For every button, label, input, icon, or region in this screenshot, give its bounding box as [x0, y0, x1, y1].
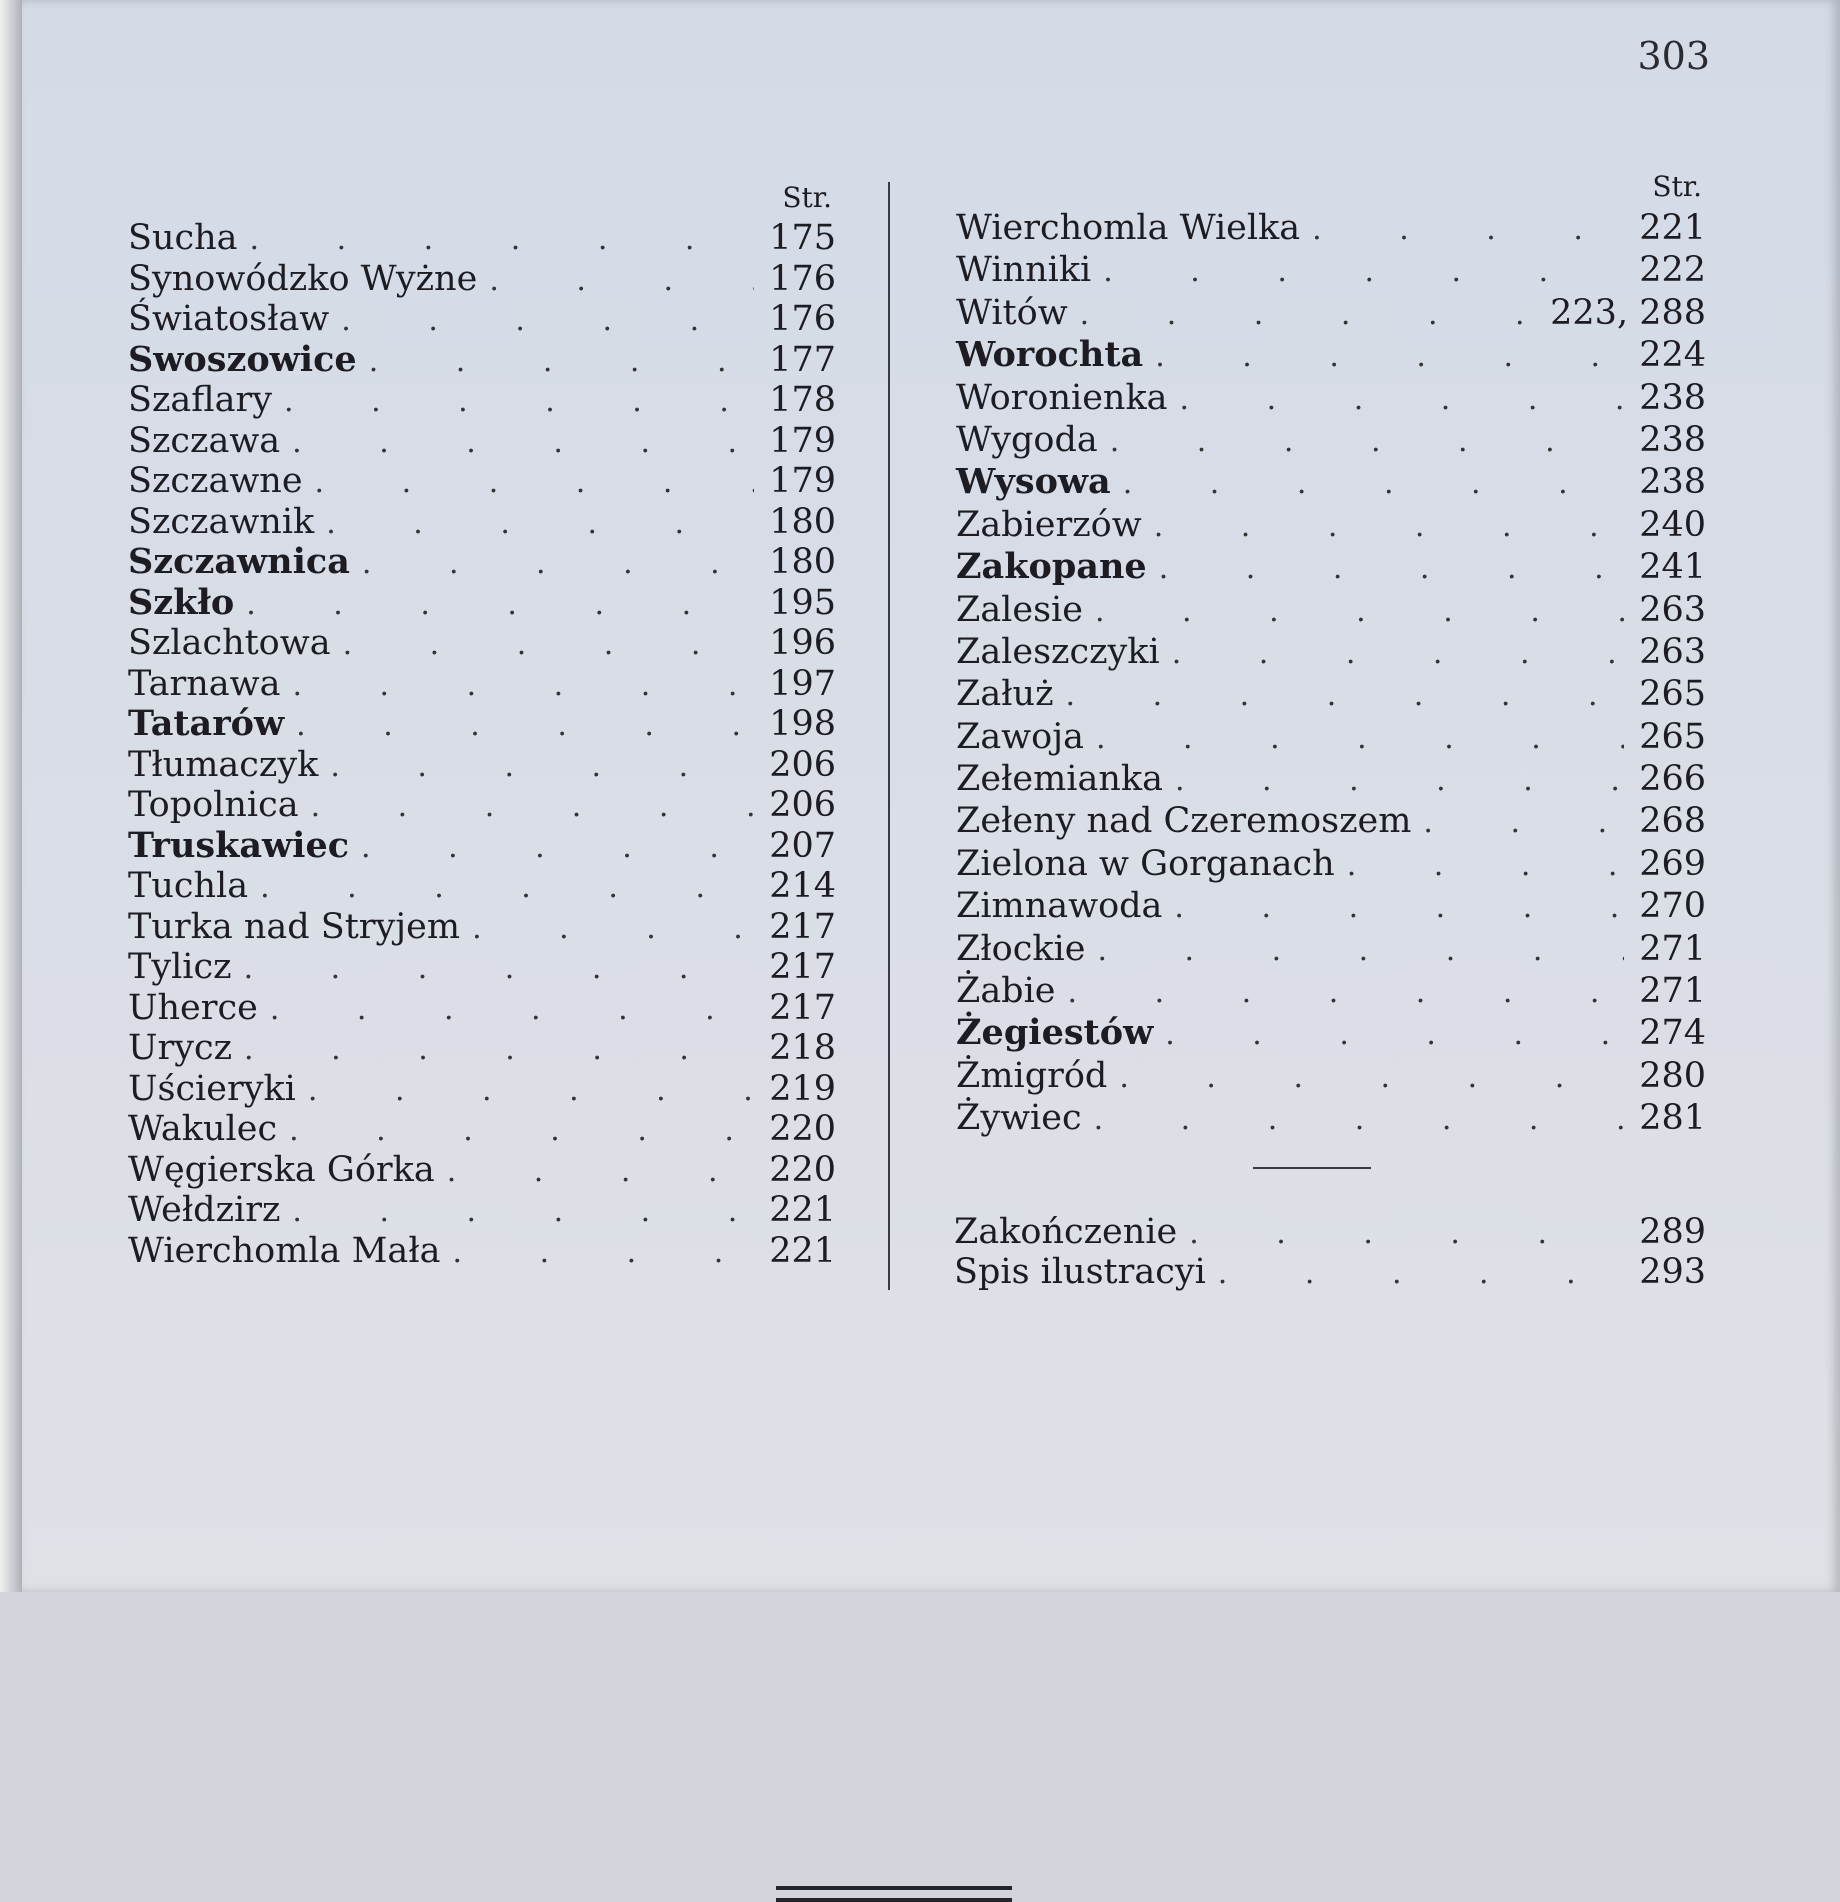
dot-leader	[1103, 251, 1624, 293]
entry-page-number: 176	[769, 299, 836, 339]
entry-page-number: 265	[1639, 674, 1706, 715]
dot-leader	[315, 463, 754, 504]
index-entry	[128, 502, 836, 543]
entry-page-number: 197	[769, 663, 836, 704]
page-number: 303	[1637, 34, 1710, 78]
dot-leader	[1110, 421, 1624, 463]
index-entry	[128, 1109, 836, 1150]
entry-page-number: 263	[1639, 589, 1706, 630]
dot-leader	[1218, 1254, 1624, 1294]
entry-name: Załuż	[956, 674, 1054, 715]
entry-page-number: 176	[769, 258, 836, 299]
index-entry	[954, 1212, 1706, 1252]
index-entry	[956, 673, 1706, 715]
entry-name: Szczawnica	[128, 541, 350, 582]
index-entry	[956, 504, 1706, 546]
index-entry	[128, 1231, 836, 1272]
entry-name: Zaleszczyki	[956, 631, 1160, 672]
dot-leader	[1095, 591, 1624, 633]
dot-leader	[246, 585, 754, 626]
dot-leader	[369, 342, 754, 383]
dot-leader	[308, 1071, 754, 1112]
entry-name: Wysowa	[956, 461, 1111, 503]
entry-page-number: 175	[769, 218, 836, 258]
entry-page-number: 206	[769, 785, 836, 825]
section-rule	[1253, 1167, 1371, 1169]
entry-name: Tłumaczyk	[128, 744, 319, 785]
entry-name: Węgierska Górka	[128, 1149, 435, 1190]
dot-leader	[1123, 463, 1624, 505]
dot-leader	[1423, 802, 1624, 844]
book-spine	[0, 0, 22, 1592]
entry-name: Wygoda	[956, 419, 1098, 460]
entry-page-number: 223, 288	[1550, 292, 1706, 333]
index-entry	[956, 631, 1706, 673]
index-entry	[956, 928, 1706, 970]
dot-leader	[1097, 930, 1624, 972]
entry-name: Tylicz	[128, 947, 232, 987]
entry-name: Zakopane	[956, 546, 1147, 588]
entry-name: Uścieryki	[128, 1068, 296, 1109]
dot-leader	[296, 706, 754, 747]
index-entry	[128, 340, 836, 381]
entry-page-number: 271	[1639, 928, 1706, 969]
entry-name: Szkło	[128, 581, 235, 623]
page-column-header: Str.	[782, 181, 832, 214]
entry-page-number: 289	[1639, 1212, 1706, 1252]
index-entry	[128, 299, 836, 340]
dot-leader	[311, 787, 754, 828]
dot-leader	[343, 625, 754, 666]
entry-name: Zawoja	[956, 716, 1084, 757]
dot-leader	[1189, 1214, 1624, 1254]
entry-page-number: 217	[769, 987, 836, 1028]
entry-page-number: 217	[769, 906, 836, 947]
index-entry	[956, 589, 1706, 631]
entry-name: Szaflary	[128, 380, 272, 420]
entry-page-number: 280	[1639, 1055, 1706, 1096]
entry-name: Zełemianka	[956, 759, 1163, 800]
dot-leader	[472, 909, 754, 950]
entry-name: Szczawnik	[128, 501, 315, 542]
entry-page-number: 221	[769, 1190, 836, 1230]
entry-name: Woronienka	[956, 377, 1168, 418]
entry-page-number: 179	[769, 461, 836, 501]
dot-leader	[292, 423, 754, 464]
dot-leader	[326, 504, 754, 545]
entry-page-number: 214	[769, 866, 836, 906]
index-entry	[128, 218, 836, 259]
dot-leader	[453, 1233, 754, 1274]
entry-page-number: 180	[769, 542, 836, 582]
dot-leader	[244, 1030, 754, 1071]
dot-leader	[362, 544, 754, 585]
entry-name: Żegiestów	[956, 1012, 1154, 1054]
index-entry-list	[956, 207, 1706, 1140]
index-entry	[956, 1012, 1706, 1054]
index-column-left	[128, 178, 836, 1271]
index-entry	[128, 1190, 836, 1231]
entry-name: Wakulec	[128, 1109, 278, 1149]
index-entry	[956, 334, 1706, 376]
entry-name: Żmigród	[956, 1055, 1108, 1096]
index-entry	[956, 716, 1706, 758]
index-entry	[128, 988, 836, 1029]
entry-name: Żywiec	[956, 1098, 1082, 1139]
entry-page-number: 265	[1639, 716, 1706, 757]
index-entry	[128, 1069, 836, 1110]
index-entry	[956, 1097, 1706, 1139]
entry-page-number: 206	[769, 744, 836, 785]
entry-name: Worochta	[956, 334, 1144, 376]
entry-page-number: 220	[769, 1109, 836, 1149]
entry-page-number: 207	[769, 825, 836, 866]
entry-name: Uherce	[128, 987, 258, 1028]
dot-leader	[447, 1152, 754, 1193]
entry-name: Zimnawoda	[956, 886, 1163, 927]
entry-name: Szczawa	[128, 420, 281, 461]
index-entry	[128, 1150, 836, 1191]
dot-leader	[1312, 209, 1624, 251]
entry-name: Światosław	[128, 299, 330, 339]
entry-page-number: 271	[1639, 971, 1706, 1012]
dot-leader	[244, 949, 754, 990]
entry-name: Turka nad Stryjem	[128, 906, 461, 947]
entry-page-number: 221	[769, 1230, 836, 1271]
entry-name: Swoszowice	[128, 338, 357, 380]
entry-name: Zielona w Gorganach	[956, 843, 1335, 884]
entry-name: Żabie	[956, 971, 1056, 1012]
index-entry	[128, 866, 836, 907]
entry-name: Zakończenie	[954, 1212, 1178, 1252]
entry-name: Spis ilustracyi	[954, 1252, 1206, 1292]
double-rule-top-line	[776, 1886, 1012, 1890]
index-entry	[128, 542, 836, 583]
index-entry	[956, 207, 1706, 249]
entry-page-number: 198	[769, 704, 836, 744]
dot-leader	[250, 220, 754, 261]
entry-page-number: 178	[769, 380, 836, 420]
entry-page-number: 281	[1639, 1098, 1706, 1139]
column-divider	[888, 182, 890, 1290]
index-entry	[128, 907, 836, 948]
entry-page-number: 179	[769, 420, 836, 461]
entry-page-number: 224	[1639, 335, 1706, 376]
dot-leader	[284, 382, 754, 423]
index-entry	[954, 1252, 1706, 1292]
index-entry	[128, 664, 836, 705]
entry-page-number: 219	[769, 1068, 836, 1109]
entry-name: Wierchomla Wielka	[956, 208, 1301, 248]
dot-leader	[1347, 845, 1624, 887]
dot-leader	[1155, 336, 1624, 378]
entry-page-number: 270	[1639, 886, 1706, 927]
index-entry	[956, 800, 1706, 842]
index-entry	[128, 1028, 836, 1069]
entry-name: Wełdzirz	[128, 1190, 281, 1230]
entry-name: Tarnawa	[128, 663, 281, 704]
entry-page-number: 238	[1639, 377, 1706, 418]
index-entry	[956, 1055, 1706, 1097]
dot-leader	[1094, 1099, 1624, 1141]
index-entry	[956, 885, 1706, 927]
index-entry	[956, 249, 1706, 291]
dot-leader	[289, 1111, 754, 1152]
index-column-right	[956, 167, 1706, 1140]
index-entry	[128, 947, 836, 988]
dot-leader	[1096, 718, 1624, 760]
index-entry	[956, 843, 1706, 885]
index-entry	[956, 970, 1706, 1012]
dot-leader	[341, 301, 754, 342]
entry-page-number: 269	[1639, 843, 1706, 884]
entry-name: Truskawiec	[128, 824, 350, 866]
index-entry	[128, 583, 836, 624]
dot-leader	[292, 1192, 754, 1233]
index-entry-list	[128, 218, 836, 1271]
entry-name: Szlachtowa	[128, 623, 331, 663]
entry-page-number: 195	[769, 582, 836, 623]
index-entry	[956, 292, 1706, 334]
entry-name: Tatarów	[128, 703, 285, 744]
entry-page-number: 274	[1639, 1013, 1706, 1054]
dot-leader	[1154, 506, 1624, 548]
entry-name: Zełeny nad Czeremoszem	[956, 801, 1412, 842]
dot-leader	[1068, 972, 1625, 1014]
entry-page-number: 266	[1639, 759, 1706, 800]
dot-leader	[1180, 379, 1624, 421]
index-entry	[128, 826, 836, 867]
entry-name: Urycz	[128, 1028, 233, 1068]
entry-page-number: 222	[1639, 250, 1706, 291]
dot-leader	[330, 747, 754, 788]
dot-leader	[1172, 633, 1624, 675]
entry-page-number: 293	[1639, 1252, 1706, 1292]
dot-leader	[361, 828, 754, 869]
entry-page-number: 217	[769, 947, 836, 987]
index-entry	[128, 461, 836, 502]
entry-name: Wierchomla Mała	[128, 1230, 441, 1271]
double-rule-bottom-line	[776, 1898, 1012, 1902]
dot-leader	[292, 666, 754, 707]
index-entry	[128, 380, 836, 421]
dot-leader	[270, 990, 754, 1031]
dot-leader	[1080, 294, 1538, 336]
entry-page-number: 196	[769, 623, 836, 663]
index-entry	[956, 377, 1706, 419]
dot-leader	[260, 868, 754, 909]
index-entry	[128, 421, 836, 462]
entry-name: Złockie	[956, 928, 1086, 969]
entry-page-number: 241	[1639, 547, 1706, 588]
entry-page-number: 238	[1639, 419, 1706, 460]
appendix-entry-list	[954, 1212, 1706, 1292]
entry-name: Sucha	[128, 218, 238, 258]
entry-name: Tuchla	[128, 866, 249, 906]
entry-page-number: 180	[769, 501, 836, 542]
entry-page-number: 263	[1639, 631, 1706, 672]
page-column-header: Str.	[1652, 170, 1702, 203]
entry-page-number: 218	[769, 1028, 836, 1068]
entry-name: Topolnica	[128, 785, 299, 825]
entry-name: Winniki	[956, 250, 1092, 291]
index-entry	[128, 785, 836, 826]
index-entry	[128, 745, 836, 786]
entry-page-number: 221	[1639, 208, 1706, 248]
dot-leader	[1165, 1014, 1624, 1056]
index-entry	[956, 461, 1706, 503]
index-entry	[128, 623, 836, 664]
dot-leader	[1159, 548, 1624, 590]
entry-page-number: 238	[1639, 462, 1706, 503]
entry-name: Szczawne	[128, 461, 303, 501]
dot-leader	[1174, 887, 1624, 929]
index-entry	[128, 259, 836, 300]
entry-name: Synowódzko Wyżne	[128, 258, 478, 299]
index-entry	[956, 546, 1706, 588]
entry-page-number: 220	[769, 1149, 836, 1190]
entry-name: Zalesie	[956, 589, 1083, 630]
entry-page-number: 177	[769, 339, 836, 380]
dot-leader	[489, 261, 754, 302]
entry-page-number: 268	[1639, 801, 1706, 842]
dot-leader	[1119, 1057, 1624, 1099]
index-entry	[956, 758, 1706, 800]
entry-name: Zabierzów	[956, 504, 1142, 545]
entry-page-number: 240	[1639, 504, 1706, 545]
index-entry	[956, 419, 1706, 461]
index-entry	[128, 704, 836, 745]
dot-leader	[1175, 760, 1624, 802]
entry-name: Witów	[956, 292, 1068, 333]
dot-leader	[1066, 675, 1624, 717]
